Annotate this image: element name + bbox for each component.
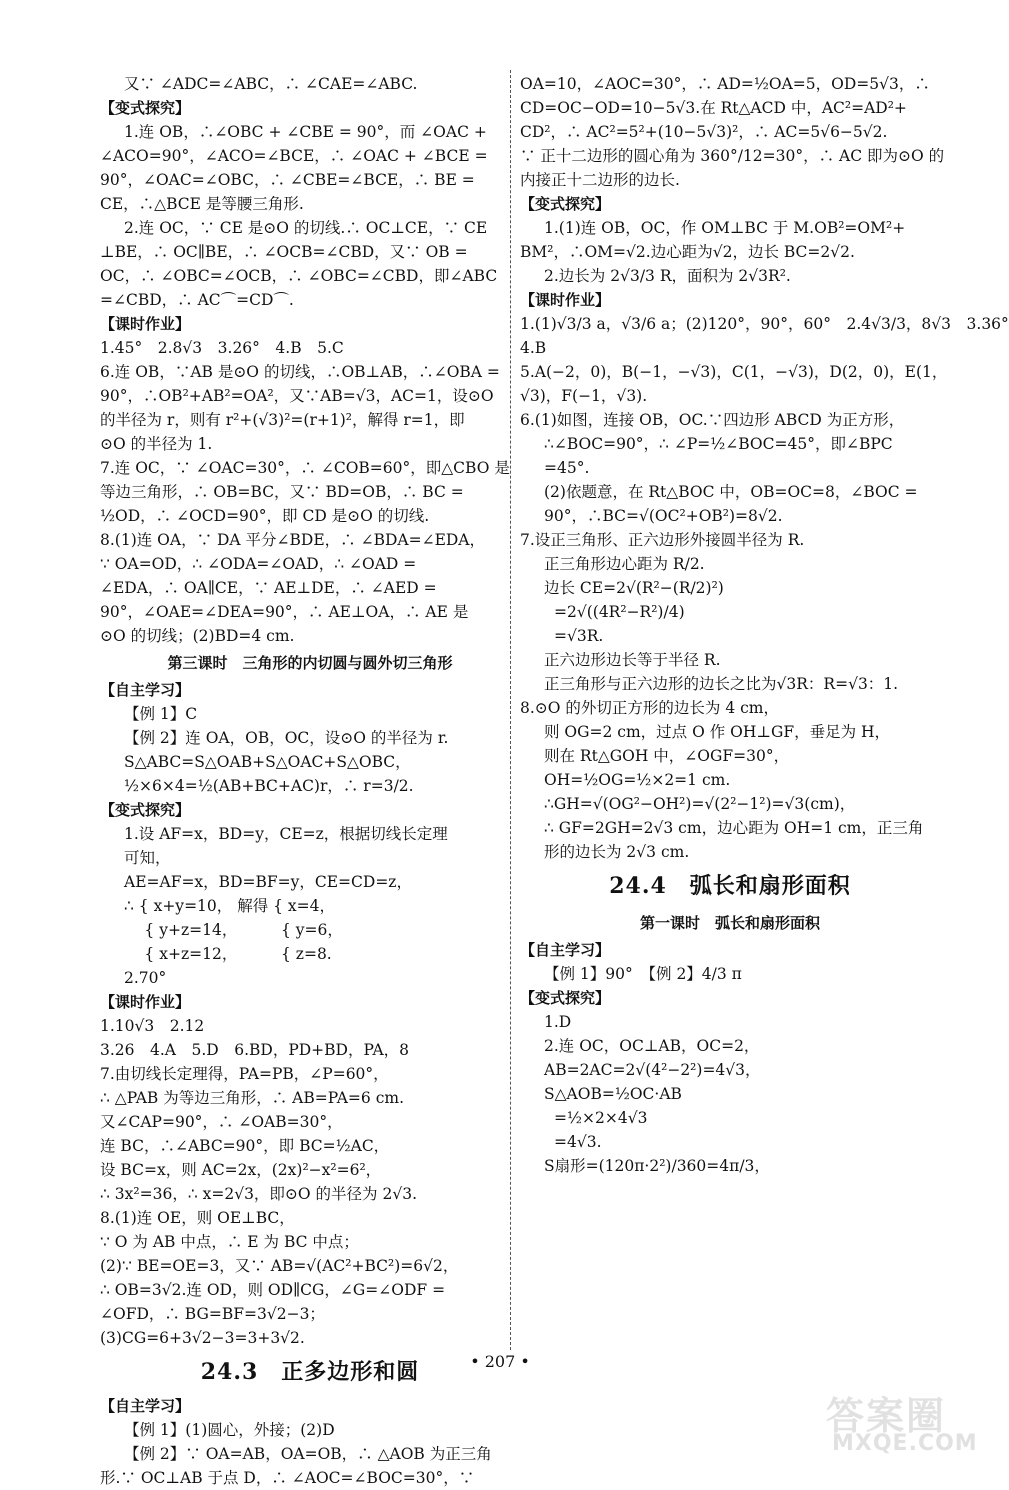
text-line: AE=AF=x，BD=BF=y，CE=CD=z， bbox=[124, 873, 412, 891]
text-line: 7.由切线长定理得，PA=PB，∠P=60°， bbox=[100, 1065, 389, 1083]
text-line: 等边三角形，∴ OB=BC，又∵ BD=OB，∴ BC = bbox=[100, 483, 464, 501]
text-line: OA=10，∠AOC=30°，∴ AD=½OA=5，OD=5√3，∴ bbox=[520, 75, 930, 93]
text-line: 又∵ ∠ADC=∠ABC，∴ ∠CAE=∠ABC. bbox=[124, 75, 418, 93]
text-line: 则 OG=2 cm，过点 O 作 OH⊥GF，垂足为 H， bbox=[544, 723, 891, 741]
left-column bbox=[100, 72, 520, 1490]
text-line: 7.连 OC，∵ ∠OAC=30°，∴ ∠COB=60°，即△CBO 是 bbox=[100, 459, 510, 477]
right-column bbox=[520, 72, 1009, 1178]
text-line: =½×2×4√3 bbox=[554, 1109, 648, 1127]
text-line: 2.边长为 2√3/3 R，面积为 2√3R². bbox=[544, 267, 791, 285]
section-label: 【自主学习】 bbox=[100, 681, 191, 699]
section-label: 【课时作业】 bbox=[100, 315, 191, 333]
lesson-heading: 第三课时 三角形的内切圆与圆外切三角形 bbox=[167, 654, 453, 672]
text-line: 内接正十二边形的边长. bbox=[520, 171, 680, 189]
section-label: 【自主学习】 bbox=[520, 941, 611, 959]
text-line: 形的边长为 2√3 cm. bbox=[544, 843, 690, 861]
section-label: 【课时作业】 bbox=[520, 291, 611, 309]
text-line: =4√3. bbox=[554, 1133, 602, 1151]
text-line: S△AOB=½OC·AB bbox=[544, 1085, 682, 1103]
text-line: ∠OFD，∴ BG=BF=3√2−3； bbox=[100, 1305, 325, 1323]
section-label: 【变式探究】 bbox=[100, 99, 191, 117]
text-line: √3)，F(−1，√3). bbox=[520, 387, 648, 405]
text-line: 【例 1】C bbox=[124, 705, 198, 723]
section-label: 【自主学习】 bbox=[100, 1397, 191, 1415]
text-line: 【例 1】90° 【例 2】4/3 π bbox=[544, 965, 742, 983]
text-line: ½OD，∴ ∠OCD=90°，即 CD 是⊙O 的切线. bbox=[100, 507, 430, 525]
text-line: 1.10√3 2.12 bbox=[100, 1017, 205, 1035]
text-line: 1.设 AF=x，BD=y，CE=z，根据切线长定理 bbox=[124, 825, 448, 843]
text-line: 1.连 OB，∴∠OBC + ∠CBE = 90°，而 ∠OAC + bbox=[124, 123, 487, 141]
text-line: 正三角形与正六边形的边长之比为√3R：R=√3：1. bbox=[544, 675, 899, 693]
text-line: 2.70° bbox=[124, 969, 167, 987]
text-line: ∴ { x+y=10， 解得 { x=4， bbox=[124, 897, 336, 915]
section-heading: 24.3 正多边形和圆 bbox=[200, 1359, 420, 1385]
text-line: 1.(1)连 OB，OC，作 OM⊥BC 于 M.OB²=OM²+ bbox=[544, 219, 906, 237]
text-line: AB=2AC=2√(4²−2²)=4√3， bbox=[544, 1061, 761, 1079]
text-line: =√3R. bbox=[554, 627, 604, 645]
text-line: CD²，∴ AC²=5²+(10−5√3)²，∴ AC=5√6−5√2. bbox=[520, 123, 888, 141]
text-line: 2.连 OC，∵ CE 是⊙O 的切线.∴ OC⊥CE，∵ CE bbox=[124, 219, 488, 237]
text-line: 连 BC，∴∠ABC=90°，即 BC=½AC， bbox=[100, 1137, 390, 1155]
text-line: 90°，∠OAE=∠DEA=90°，∴ AE⊥OA，∴ AE 是 bbox=[100, 603, 469, 621]
text-line: 【例 2】连 OA，OB，OC，设⊙O 的半径为 r. bbox=[124, 729, 449, 747]
text-line: 90°，∴BC=√(OC²+OB²)=8√2. bbox=[544, 507, 783, 525]
text-line: 【例 2】∵ OA=AB，OA=OB，∴ △AOB 为正三角 bbox=[124, 1445, 492, 1463]
text-line: ∵ 正十二边形的圆心角为 360°/12=30°，∴ AC 即为⊙O 的 bbox=[520, 147, 945, 165]
text-line: 3.26 4.A 5.D 6.BD，PD+BD，PA，8 bbox=[100, 1041, 410, 1059]
text-line: 设 BC=x，则 AC=2x，(2x)²−x²=6²， bbox=[100, 1161, 382, 1179]
text-line: ∵ OA=OD，∴ ∠ODA=∠OAD，∴ ∠OAD = bbox=[100, 555, 417, 573]
text-line: 正六边形边长等于半径 R. bbox=[544, 651, 721, 669]
text-line: 90°，∴OB²+AB²=OA²，又∵AB=√3，AC=1，设⊙O bbox=[100, 387, 494, 405]
text-line: 5.A(−2，0)，B(−1，−√3)，C(1，−√3)，D(2，0)，E(1， bbox=[520, 363, 948, 381]
text-line: 则在 Rt△GOH 中，∠OGF=30°， bbox=[544, 747, 790, 765]
text-line: ∴ 3x²=36，∴ x=2√3，即⊙O 的半径为 2√3. bbox=[100, 1185, 418, 1203]
text-line: (2)依题意，在 Rt△BOC 中，OB=OC=8，∠BOC = bbox=[544, 483, 918, 501]
text-line: =∠CBD，∴ AC⌒=CD⌒. bbox=[100, 291, 294, 309]
text-line: S△ABC=S△OAB+S△OAC+S△OBC， bbox=[124, 753, 411, 771]
text-line: 1.D bbox=[544, 1013, 572, 1031]
text-line: 4.B bbox=[520, 339, 547, 357]
text-line: ∴ GF=2GH=2√3 cm，边心距为 OH=1 cm，正三角 bbox=[544, 819, 924, 837]
text-line: 形.∵ OC⊥AB 于点 D，∴ ∠AOC=∠BOC=30°，∵ bbox=[100, 1469, 475, 1487]
text-line: =2√((4R²−R²)/4) bbox=[554, 603, 685, 621]
text-line: (3)CG=6+3√2−3=3+3√2. bbox=[100, 1329, 305, 1347]
text-line: 的半径为 r，则有 r²+(√3)²=(r+1)²，解得 r=1，即 bbox=[100, 411, 465, 429]
text-line: =45°. bbox=[544, 459, 590, 477]
text-line: ⊙O 的半径为 1. bbox=[100, 435, 213, 453]
text-line: OH=½OG=½×2=1 cm. bbox=[544, 771, 731, 789]
text-line: ∵ O 为 AB 中点，∴ E 为 BC 中点； bbox=[100, 1233, 359, 1251]
page-number: • 207 • bbox=[470, 1352, 530, 1371]
watermark-url: MXQE.COM bbox=[832, 1431, 978, 1456]
section-label: 【变式探究】 bbox=[520, 195, 611, 213]
section-label: 【课时作业】 bbox=[100, 993, 191, 1011]
text-line: 2.连 OC，OC⊥AB，OC=2， bbox=[544, 1037, 760, 1055]
text-line: ∠EDA，∴ OA∥CE，∵ AE⊥DE，∴ ∠AED = bbox=[100, 579, 437, 597]
text-line: S扇形=(120π·2²)/360=4π/3， bbox=[544, 1157, 770, 1175]
text-line: 7.设正三角形、正六边形外接圆半径为 R. bbox=[520, 531, 805, 549]
text-line: 90°，∠OAC=∠OBC，∴ ∠CBE=∠BCE，∴ BE = bbox=[100, 171, 475, 189]
text-line: CD=OC−OD=10−5√3.在 Rt△ACD 中，AC²=AD²+ bbox=[520, 99, 907, 117]
text-line: ∴∠BOC=90°，∴ ∠P=½∠BOC=45°，即∠BPC bbox=[544, 435, 893, 453]
text-line: ∠ACO=90°，∠ACO=∠BCE，∴ ∠OAC + ∠BCE = bbox=[100, 147, 488, 165]
text-line: 8.(1)连 OE，则 OE⊥BC， bbox=[100, 1209, 295, 1227]
text-line: 【例 1】(1)圆心，外接；(2)D bbox=[124, 1421, 335, 1439]
section-label: 【变式探究】 bbox=[520, 989, 611, 1007]
text-line: 可知， bbox=[124, 849, 171, 867]
text-line: CE，∴△BCE 是等腰三角形. bbox=[100, 195, 304, 213]
text-line: 6.连 OB，∵AB 是⊙O 的切线，∴OB⊥AB，∴∠OBA = bbox=[100, 363, 500, 381]
section-heading: 24.4 弧长和扇形面积 bbox=[609, 873, 851, 899]
watermark-text: 答案圈 bbox=[826, 1394, 947, 1438]
text-line: 又∠CAP=90°，∴ ∠OAB=30°， bbox=[100, 1113, 343, 1131]
text-line: (2)∵ BE=OE=3，又∵ AB=√(AC²+BC²)=6√2， bbox=[100, 1257, 459, 1275]
section-label: 【变式探究】 bbox=[100, 801, 191, 819]
text-line: 8.(1)连 OA，∵ DA 平分∠BDE，∴ ∠BDA=∠EDA， bbox=[100, 531, 486, 549]
text-line: 正三角形边心距为 R/2. bbox=[544, 555, 705, 573]
text-line: ½×6×4=½(AB+BC+AC)r，∴ r=3/2. bbox=[124, 777, 414, 795]
text-line: { y+z=14， { y=6， bbox=[124, 921, 343, 939]
text-line: 6.(1)如图，连接 OB，OC.∵四边形 ABCD 为正方形， bbox=[520, 411, 905, 429]
text-line: BM²，∴OM=√2.边心距为√2，边长 BC=2√2. bbox=[520, 243, 855, 261]
text-line: 边长 CE=2√(R²−(R/2)²) bbox=[544, 579, 724, 597]
watermark-logo bbox=[822, 1385, 992, 1461]
text-line: 1.45° 2.8√3 3.26° 4.B 5.C bbox=[100, 339, 344, 357]
text-line: { x+z=12， { z=8. bbox=[124, 945, 332, 963]
text-line: ∴GH=√(OG²−OH²)=√(2²−1²)=√3(cm)， bbox=[544, 795, 856, 813]
text-line: ∴ OB=3√2.连 OD，则 OD∥CG，∠G=∠ODF = bbox=[100, 1281, 446, 1299]
text-line: ⊥BE，∴ OC∥BE，∴ ∠OCB=∠CBD，又∵ OB = bbox=[100, 243, 468, 261]
text-line: 1.(1)√3/3 a，√3/6 a；(2)120°，90°，60° 2.4√3/3，8√3 3.36° bbox=[520, 315, 1009, 333]
text-line: 8.⊙O 的外切正方形的边长为 4 cm， bbox=[520, 699, 780, 717]
text-line: ⊙O 的切线；(2)BD=4 cm. bbox=[100, 627, 295, 645]
text-line: OC，∴ ∠OBC=∠OCB，∴ ∠OBC=∠CBD，即∠ABC bbox=[100, 267, 498, 285]
text-line: ∴ △PAB 为等边三角形，∴ AB=PA=6 cm. bbox=[100, 1089, 405, 1107]
column-divider bbox=[510, 70, 511, 1350]
lesson-heading: 第一课时 弧长和扇形面积 bbox=[639, 914, 820, 932]
